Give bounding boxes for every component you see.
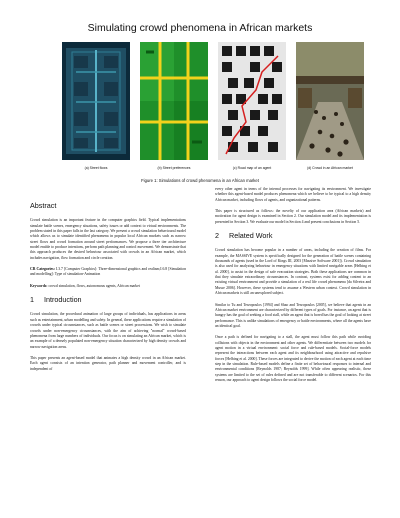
figure-caption: Figure 1: Simulations of crowd phenomena in an African market <box>141 178 259 183</box>
keywords-label: Keywords: <box>30 283 48 288</box>
left-column <box>30 195 186 378</box>
figure-1 <box>62 42 362 170</box>
related-number: 2 <box>215 231 219 241</box>
abstract-text: Crowd simulation is an important feature in the computer graphics field. Typical implementations simulate battle scenes, emergency situations, safety issues or add context to virtual environments. The problem stated in this paper falls in the last category. We present a crowd simulation behavioural model which allows us to simulate identified phenomena in popular local African markets such as narrow street flows and crowd formation around street performances. We propose a three tier architecture model enable to produce intentions, perform path planning and control movement. We demonstrate that this approach produces the desired behaviour associated with crowds in an African market, which includes navigation, flow formation and circle creation. <box>30 218 186 260</box>
intro-title: Introduction <box>44 295 82 305</box>
keywords-text: crowd simulation, flows, autonomous agents, African market <box>48 283 140 288</box>
right-paragraph-2: This paper is structured as follows: the novelty of our application area (African markets) and motivation for agent design is examined in Section 2. Our simulation model and its implementation is presented in Section 3. We evaluate our model in Section 4 and present conclusions in Section 5. <box>215 209 371 224</box>
related-paragraph-2: Similar to Tu and Terzopoulos [1994] and Shao and Terzopoulos [2005], we believe that agents in an African market environment are characterized by different types of goals. For instance, an agent that is hungry has the goal of seeking a food stall, while an agent that is bored has the goal of looking at street performance. This is unlike simulations of emergency or battle environments, where all the agents have an identical goal. <box>215 302 371 328</box>
intro-paragraph-2: This paper presents an agent-based model that animates a high density crowd in an African market. Each agent consists of an intention generator, path planner and movement controller, and is independent of <box>30 355 186 371</box>
road-map-image <box>218 42 286 160</box>
related-paragraph-3: Once a path is defined for navigating to a stall, the agent must follow this path while avoiding collisions with objects in the environment and other agents. We differentiate between two models for agent motion in a virtual environment: social force and rule-based models. Social-force models represent the interactions between each agent and its neighbourhood using attractive and repulsive forces [Helbing et al. 2000]. These forces are integrated to derive the motion of each agent at each time step in the simulation. Rule-based models define a finite set of behavioural responses to internal and environmental conditions [Reynolds 1987; Reynolds 1999]. While often appearing realistic, these systems are limited to the set of rules defined and are not transferable to different scenarios. For this reason, our approach to agent design follows the social force model. <box>215 335 371 382</box>
keywords <box>30 284 186 289</box>
street-flows-image <box>62 42 130 160</box>
cr-text: I.3.7 [Computer Graphics]: Three-dimensional graphics and realism;I.6.8 [Simulation and modelling]: Type of simulation-Animation <box>30 267 186 277</box>
cr-label: CR Categories: <box>30 267 55 272</box>
cr-categories <box>30 267 186 278</box>
intro-paragraph-1: Crowd simulation, the procedural animation of large groups of individuals, has applications in areas such as entertainment, urban modelling and safety. In general, these applications require a simulation of crowds under typical circumstances, such as battle scenes or street processions. We wish to simulate crowds under non-emergency circumstances, with the aim of achieving "normal" crowd-based phenomena from large numbers of individuals. Our focus is on simulating an African market, which is an example of a densely populated non-emergency situation characterized by high density crowds and narrow navigation areas. <box>30 312 186 349</box>
subcaption-d: (d) Crowd in an African market <box>307 166 353 170</box>
right-paragraph-1: every other agent in terms of the internal processes for navigating its environment. We investigate whether this agent-based model produces phenomena which we believe to be typical to a high density African market, including flows of agents, and organizational patterns. <box>215 187 371 202</box>
right-column <box>215 187 371 389</box>
intro-number: 1 <box>30 295 34 305</box>
subcaption-c: (c) Road map of an agent <box>232 166 272 170</box>
related-title: Related Work <box>229 231 273 241</box>
related-paragraph-1: Crowd simulation has become popular in a number of areas, including the creation of films. For example, the MASSIVE system is specifically designed for the generation of battle scenes containing thousands of agents (used in the Lord of Kings III, 2003 [Massive Software 2001]). Crowd simulation is also used for analyzing behaviour in emergency situations with limited navigable areas [Helbing et al. 2000], to assist in the design of safe evacuation strategies. Both these applications are common in that they simulate extraordinary circumstances. In contrast, systems exist for adding content to an existing virtual environment and provide a simulation of a real life crowd phenomena [da Silveira and Musse 2006]. However, these systems tend to assume a Western urban context. Crowd simulation in African markets is still an unexplored subject. <box>215 248 371 296</box>
street-preferences-image <box>140 42 208 160</box>
subcaption-b: (b) Street preferences <box>157 166 191 170</box>
crowd-market-image <box>296 42 364 160</box>
intro-heading <box>30 295 186 305</box>
paper-title: Simulating crowd phenomena in African markets <box>87 22 313 34</box>
subcaption-a: (a) Street flows <box>84 166 108 170</box>
abstract-heading: Abstract <box>30 201 57 210</box>
related-heading <box>215 231 371 241</box>
